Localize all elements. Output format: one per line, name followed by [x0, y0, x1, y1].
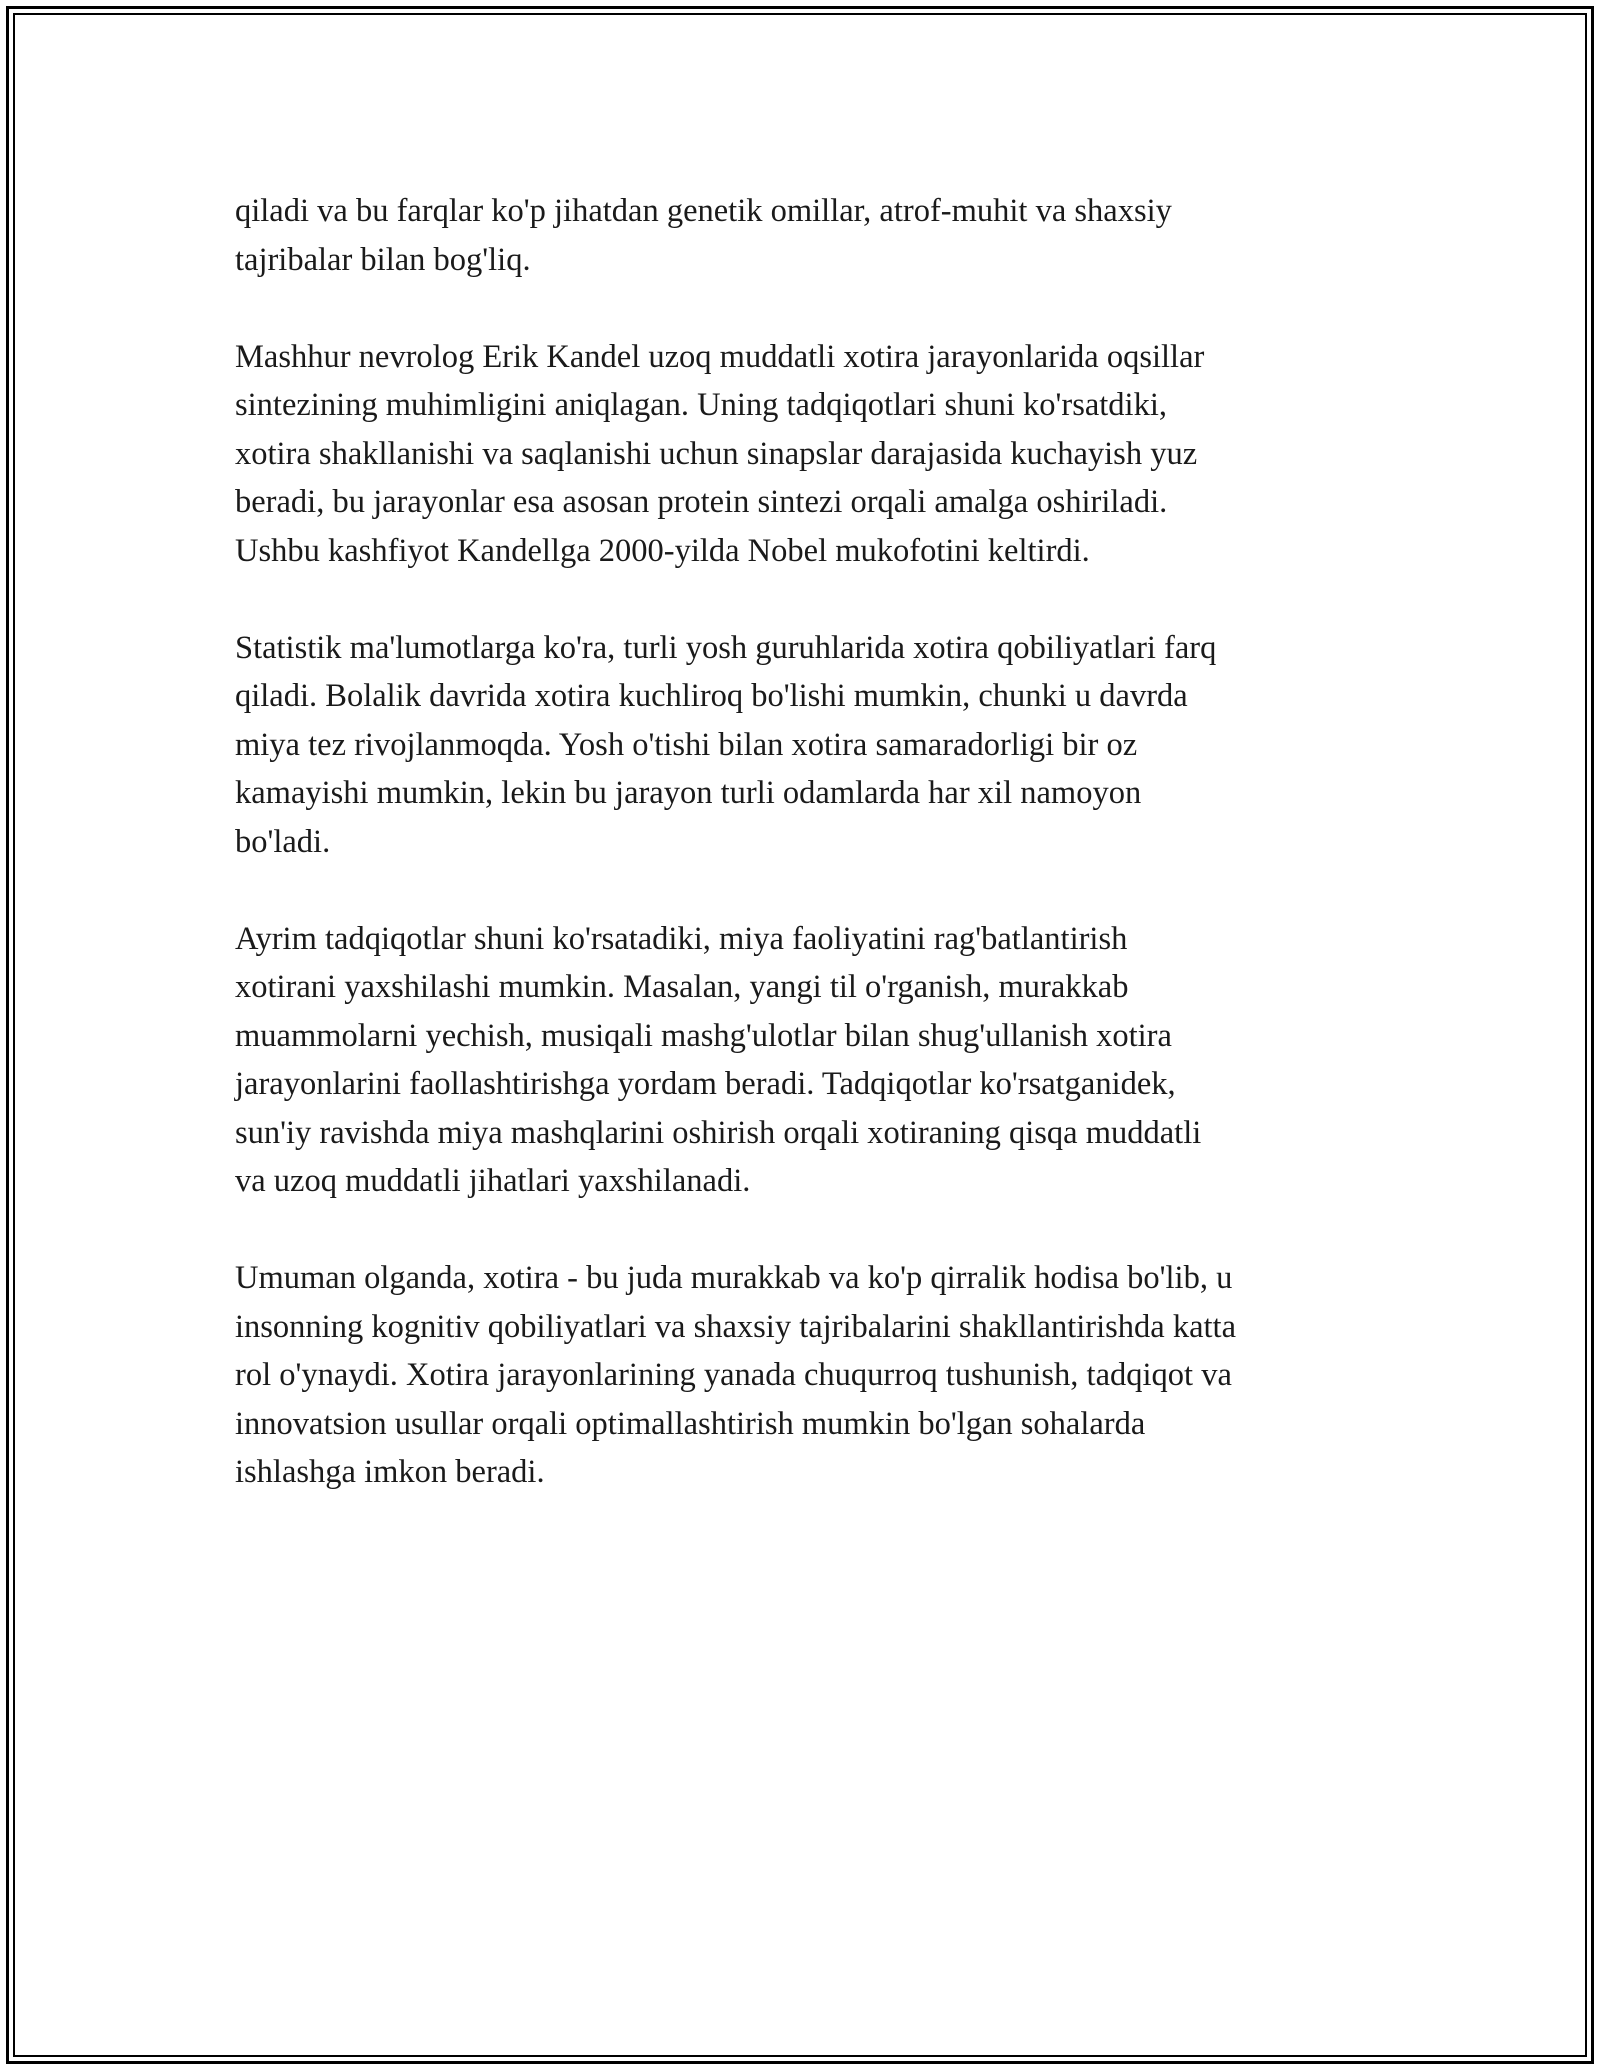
paragraph-4: Ayrim tadqiqotlar shuni ko'rsatadiki, miya faoliyatini rag'batlantirish xotirani yaxshilashi mumkin. Masalan, yangi til o'rganish, murakkab muammolarni yechish, musiqali mashg'ulotlar bilan shug'ullanish xotira jarayonlarini faollashtirishga yordam beradi. Tadqiqotlar ko'rsatganidek, sun'iy ravishda miya mashqlarini oshirish orqali xotiraning qisqa muddatli va uzoq muddatli jihatlari yaxshilanadi. [235, 920, 1202, 1199]
paragraph-2: Mashhur nevrolog Erik Kandel uzoq muddatli xotira jarayonlarida oqsillar sintezining muhimligini aniqlagan. Uning tadqiqotlari shuni ko'rsatdiki, xotira shakllanishi va saqlanishi uchun sinapslar darajasida kuchayish yuz beradi, bu jarayonlar esa asosan protein sintezi orqali amalga oshiriladi. Ushbu kashfiyot Kandellga 2000-yilda Nobel mukofotini keltirdi. [235, 338, 1205, 569]
document-body [235, 187, 1380, 1545]
paragraph-5: Umuman olganda, xotira - bu juda murakkab va ko'p qirralik hodisa bo'lib, u insonning kognitiv qobiliyatlari va shaxsiy tajribalarini shakllantirishda katta rol o'ynaydi. Xotira jarayonlarining yanada chuqurroq tushunish, tadqiqot va innovatsion usullar orqali optimallashtirish mumkin bo'lgan sohalarda ishlashga imkon beradi. [235, 1260, 1236, 1490]
paragraph-3: Statistik ma'lumotlarga ko'ra, turli yosh guruhlarida xotira qobiliyatlari farq qiladi. Bolalik davrida xotira kuchliroq bo'lishi mumkin, chunki u davrda miya tez rivojlanmoqda. Yosh o'tishi bilan xotira samaradorligi bir oz kamayishi mumkin, lekin bu jarayon turli odamlarda har xil namoyon bo'ladi. [235, 629, 1217, 860]
paragraph-1: qiladi va bu farqlar ko'p jihatdan genetik omillar, atrof-muhit va shaxsiy tajribalar bilan bog'liq. [235, 193, 1172, 278]
